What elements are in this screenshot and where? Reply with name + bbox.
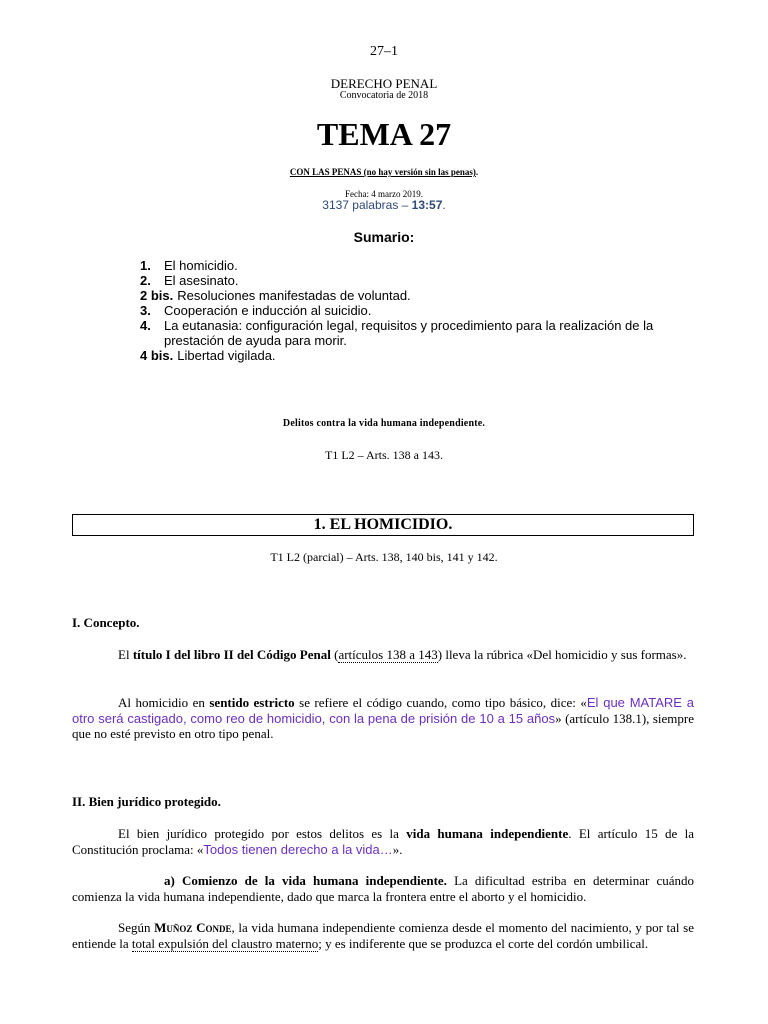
word-count: 3137 palabras – 13:57.	[322, 198, 446, 212]
bien-paragraph-1: El bien jurídico protegido por estos delitos es la vida humana independiente. El artículo 15 de la Constitución proclama: «Todos tienen derecho a la vida…».	[72, 826, 695, 857]
sumario-item: 2 bis. Resoluciones manifestadas de voluntad.	[140, 288, 411, 303]
sumario-list	[140, 258, 660, 363]
sumario-heading: Sumario:	[353, 229, 415, 245]
author-name: Muñoz Conde	[154, 920, 232, 935]
concepto-paragraph-1: El título I del libro II del Código Penal (artículos 138 a 143) lleva la rúbrica «Del homicidio y sus formas».	[118, 647, 687, 662]
sumario-item: 3. Cooperación e inducción al suicidio.	[140, 303, 372, 318]
sumario-item: 4. La eutanasia: configuración legal, requisitos y procedimiento para la realización de la prestación de ayuda para morir.	[140, 318, 654, 348]
date-label: Fecha: 4 marzo 2019.	[345, 189, 423, 199]
bien-paragraph-2: a) Comienzo de la vida humana independiente. La dificultad estriba en determinar cuándo comienza la vida humana independiente, dado que marca la frontera entre el aborto y el homicidio.	[72, 873, 694, 904]
constitution-quote: Todos tienen derecho a la vida…	[203, 841, 393, 857]
delitos-heading: Delitos contra la vida humana independiente.	[282, 418, 486, 429]
document-title: TEMA 27	[316, 116, 452, 152]
convocatoria-label: Convocatoria de 2018	[339, 90, 429, 101]
definition-link[interactable]: total expulsión del claustro materno	[131, 935, 319, 951]
sumario-item: 1. El homicidio.	[140, 258, 238, 273]
articles-reference-partial: T1 L2 (parcial) – Arts. 138, 140 bis, 141 y 142.	[270, 550, 498, 564]
version-note: CON LAS PENAS (no hay versión sin las penas).	[289, 167, 479, 177]
bien-juridico-heading: II. Bien jurídico protegido.	[72, 794, 221, 809]
page-number: 27–1	[370, 44, 398, 59]
subject-heading: DERECHO PENAL	[330, 76, 438, 91]
concepto-paragraph-2: Al homicidio en sentido estricto se refiere el código cuando, como tipo básico, dice: «El que MATARE a otro será castigado, como reo de homicidio, con la pena de prisión de 10 a 15 años» (artículo 138.1), siempre que no esté previsto en otro tipo penal.	[72, 695, 695, 741]
legal-quote: El que MATARE a otro será castigado, como reo de homicidio, con la pena de prisión de 10 a 15 años	[72, 695, 695, 726]
section-heading-box: 1. EL HOMICIDIO.	[72, 514, 694, 536]
articles-link[interactable]: artículos 138 a 143	[338, 647, 438, 662]
articles-reference: T1 L2 – Arts. 138 a 143.	[325, 448, 443, 462]
sumario-item: 2. El asesinato.	[140, 273, 239, 288]
concepto-heading: I. Concepto.	[72, 615, 140, 630]
bien-paragraph-3: Según Muñoz Conde, la vida humana independiente comienza desde el momento del nacimiento, y por tal se entiende la total expulsión del claustro materno; y es indiferente que se produzca el corte del cordón umbilical.	[72, 920, 695, 951]
version-note-text: CON LAS PENAS (no hay versión sin las penas)	[289, 167, 476, 177]
sumario-item: 4 bis. Libertad vigilada.	[140, 348, 276, 363]
